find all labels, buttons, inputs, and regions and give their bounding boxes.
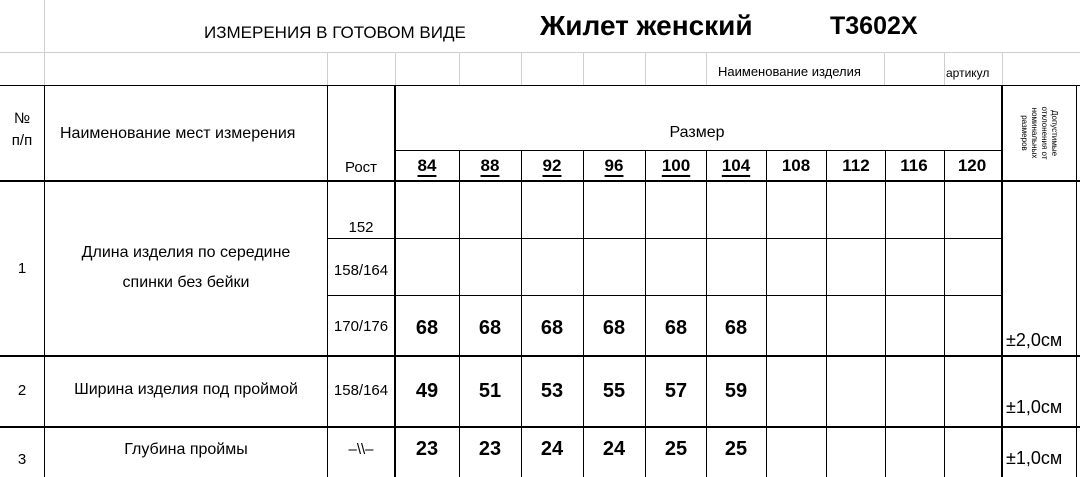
measurement-name: Глубина проймы bbox=[124, 441, 248, 458]
number-column-header: № п/п bbox=[11, 110, 33, 149]
size-value: 24 bbox=[540, 438, 564, 460]
size-value: 53 bbox=[540, 380, 564, 402]
size-value: 25 bbox=[664, 438, 688, 460]
size-value: 51 bbox=[478, 380, 502, 402]
tolerance-value: ±2,0см bbox=[1006, 330, 1063, 350]
size-value: 59 bbox=[724, 380, 748, 402]
height-value: 158/164 bbox=[333, 382, 389, 399]
height-value: 158/164 bbox=[333, 262, 389, 279]
size-header-104: 104 bbox=[721, 156, 751, 175]
size-header-116: 116 bbox=[900, 156, 928, 175]
article-label: артикул bbox=[946, 66, 990, 80]
measurement-name: спинки без бейки bbox=[122, 274, 250, 291]
size-header-112: 112 bbox=[842, 156, 870, 175]
size-group-header: Размер bbox=[669, 124, 725, 141]
size-header-88: 88 bbox=[480, 156, 500, 175]
height-value: 170/176 bbox=[333, 318, 389, 335]
size-value: 68 bbox=[602, 317, 626, 339]
size-value: 49 bbox=[415, 380, 439, 402]
size-value: 55 bbox=[602, 380, 626, 402]
size-header-96: 96 bbox=[604, 156, 624, 175]
height-value: –\\– bbox=[348, 441, 374, 458]
measure-caption: ИЗМЕРЕНИЯ В ГОТОВОМ ВИДЕ bbox=[204, 23, 466, 42]
tolerance-value: ±1,0см bbox=[1006, 397, 1063, 417]
height-column-header: Рост bbox=[344, 159, 378, 176]
size-value: 25 bbox=[724, 438, 748, 460]
row-number: 3 bbox=[17, 451, 27, 468]
size-header-108: 108 bbox=[781, 156, 811, 175]
size-value: 24 bbox=[602, 438, 626, 460]
row-number: 2 bbox=[17, 382, 27, 399]
name-column-header: Наименование мест измерения bbox=[60, 125, 296, 142]
size-header-84: 84 bbox=[417, 156, 437, 175]
size-value: 68 bbox=[724, 317, 748, 339]
measurement-name: Длина изделия по середине bbox=[81, 244, 291, 261]
product-title: Жилет женский bbox=[540, 10, 753, 41]
tolerance-value: ±1,0см bbox=[1006, 448, 1063, 468]
size-value: 68 bbox=[478, 317, 502, 339]
item-name-label: Наименование изделия bbox=[718, 64, 861, 79]
size-value: 68 bbox=[664, 317, 688, 339]
height-value: 152 bbox=[348, 219, 374, 236]
size-value: 68 bbox=[415, 317, 439, 339]
size-value: 57 bbox=[664, 380, 688, 402]
size-header-120: 120 bbox=[957, 156, 987, 175]
size-value: 23 bbox=[415, 438, 439, 460]
size-header-100: 100 bbox=[661, 156, 691, 175]
size-value: 68 bbox=[540, 317, 564, 339]
size-value: 23 bbox=[478, 438, 502, 460]
size-header-92: 92 bbox=[542, 156, 562, 175]
row-number: 1 bbox=[17, 260, 27, 277]
measurement-name: Ширина изделия под проймой bbox=[74, 381, 298, 398]
product-article: Т3602Х bbox=[830, 12, 918, 40]
tolerance-column-header: Допустимые отклонения от номинальных размеров bbox=[1020, 106, 1059, 160]
